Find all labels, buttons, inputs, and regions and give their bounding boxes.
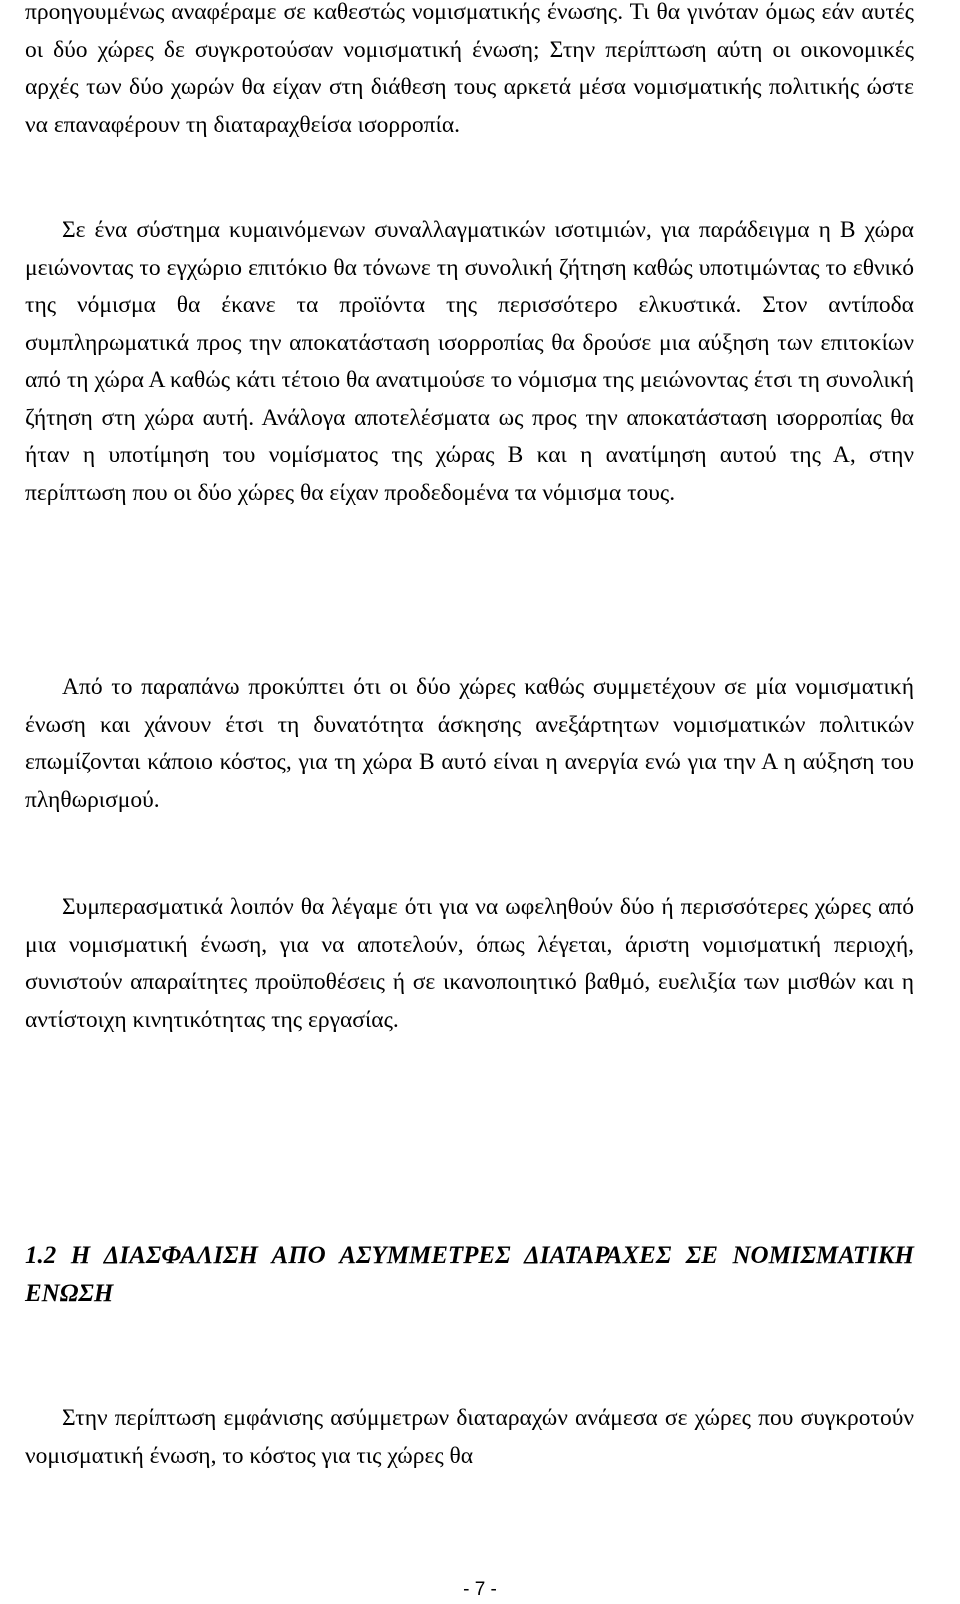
paragraph-floating-exchange-rates: Σε ένα σύστημα κυμαινόμενων συναλλαγματικών ισοτιμιών, για παράδειγμα η Β χώρα μειώνοντας το εγχώριο επιτόκιο θα τόνωνε τη συνολική ζήτηση καθώς υποτιμώντας το εθνικό της νόμισμα θα έκανε τα προϊόντα της περισσότερο ελκυστικά. Στον αντίποδα συμπληρωματικά προς την αποκατάσταση ισορροπίας θα δρούσε μια αύξηση των επιτοκίων από τη χώρα Α καθώς κάτι τέτοιο θα ανατιμούσε το νόμισμα της μειώνοντας έτσι τη συνολική ζήτηση στη χώρα αυτή. Ανάλογα αποτελέσματα ως προς την αποκατάσταση ισορροπίας θα ήταν η υποτίμηση του νομίσματος της χώρας Β και η ανατίμηση αυτού της Α, στην περίπτωση που οι δύο χώρες θα είχαν προδεδομένα τα νόμισμα τους. xyxy=(25,217,914,506)
paragraph-asymmetric-shocks: Στην περίπτωση εμφάνισης ασύμμετρων διαταραχών ανάμεσα σε χώρες που συγκροτούν νομισματική ένωση, το κόστος για τις χώρες θα xyxy=(25,1405,914,1469)
paragraph-cost-of-union: Από το παραπάνω προκύπτει ότι οι δύο χώρες καθώς συμμετέχουν σε μία νομισματική ένωση και χάνουν έτσι τη δυνατότητα άσκησης ανεξάρτητων νομισματικών πολιτικών επωμίζονται κάποιο κόστος, για τη χώρα Β αυτό είναι η ανεργία ενώ για την Α η αύξηση του πληθωρισμού. xyxy=(25,674,914,813)
paragraph-continued: προηγουμένως αναφέραμε σε καθεστώς νομισματικής ένωσης. Τι θα γινόταν όμως εάν αυτές οι δύο χώρες δε συγκροτούσαν νομισματική ένωση; Στην περίπτωση αύτη οι οικονομικές αρχές των δύο χωρών θα είχαν στη διάθεση τους αρκετά μέσα νομισματικής πολιτικής ώστε να επαναφέρουν τη διαταραχθείσα ισορροπία. xyxy=(25,0,914,138)
page-number: - 7 - xyxy=(463,1579,497,1600)
section-heading: 1.2 Η ΔΙΑΣΦΑΛΙΣΗ ΑΠΟ ΑΣΥΜΜΕΤΡΕΣ ΔΙΑΤΑΡΑΧΕΣ ΣΕ ΝΟΜΙΣΜΑΤΙΚΗ ΕΝΩΣΗ xyxy=(25,1242,914,1307)
paragraph-conclusion: Συμπερασματικά λοιπόν θα λέγαμε ότι για να ωφεληθούν δύο ή περισσότερες χώρες από μια νομισματική ένωση, για να αποτελούν, όπως λέγεται, άριστη νομισματική περιοχή, συνιστούν απαραίτητες προϋποθέσεις ή σε ικανοποιητικό βαθμό, ευελιξία των μισθών και η αντίστοιχη κινητικότητας της εργασίας. xyxy=(25,894,914,1033)
